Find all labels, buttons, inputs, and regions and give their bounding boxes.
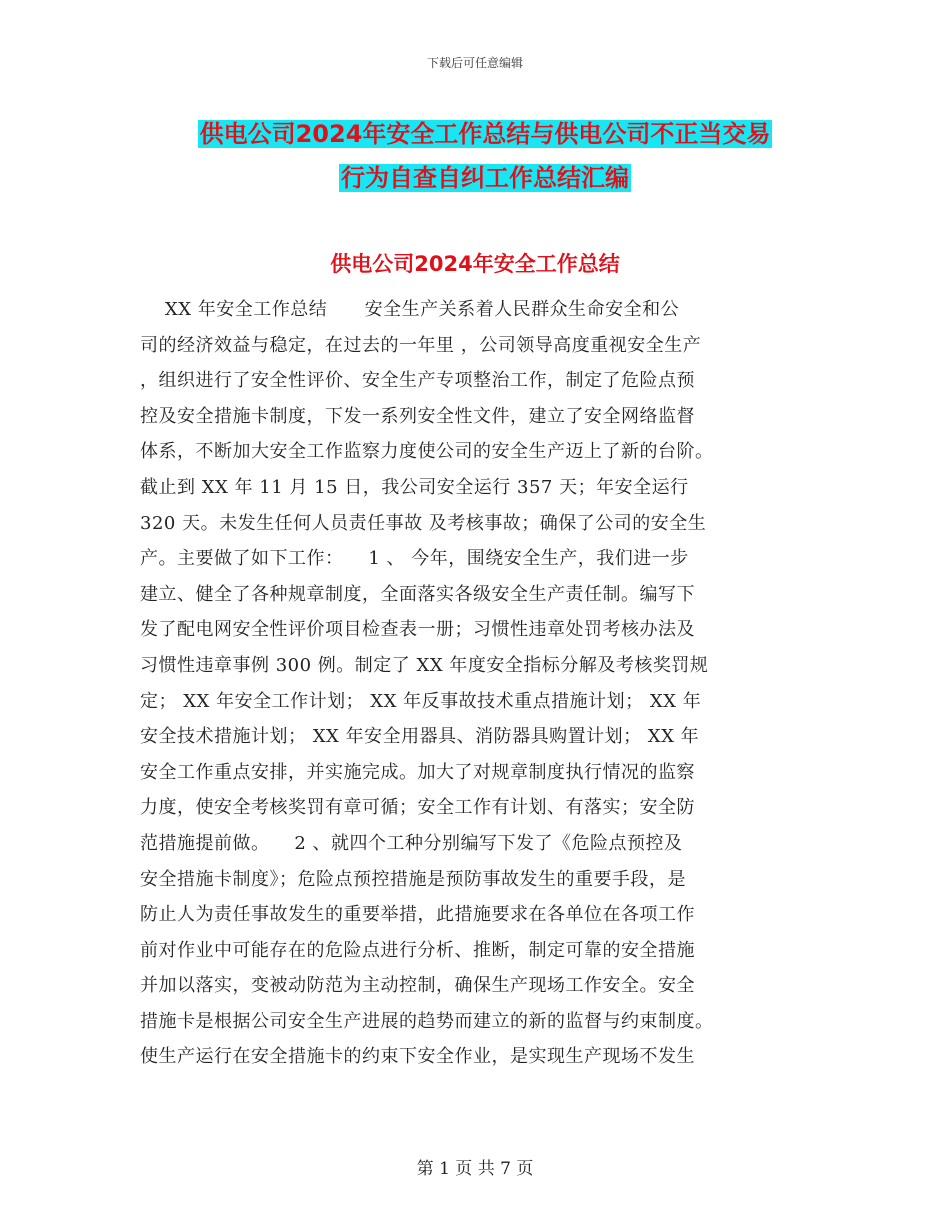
body-line: 使生产运行在安全措施卡的约束下安全作业，是实现生产现场不发生 (140, 1046, 695, 1068)
body-line: 320 天。未发生任何人员责任事故 及考核事故；确保了公司的安全生 (140, 512, 707, 534)
body-line: 截止到 XX 年 11 月 15 日，我公司安全运行 357 天；年安全运行 (140, 476, 689, 498)
body-line: 安全工作重点安排，并实施完成。加大了对规章制度执行情况的监察 (140, 761, 695, 783)
document-title (140, 112, 830, 200)
body-line: 范措施提前做。 2 、就四个工种分别编写下发了《危险点预控及 (140, 832, 683, 854)
body-text (140, 292, 800, 1075)
section-title: 供电公司2024年安全工作总结 (330, 252, 620, 276)
body-line: 控及安全措施卡制度，下发一系列安全性文件，建立了安全网络监督 (140, 405, 695, 427)
body-line: 体系，不断加大安全工作监察力度使公司的安全生产迈上了新的台阶。 (140, 441, 714, 463)
body-line: ，组织进行了安全性评价、安全生产专项整治工作，制定了危险点预 (140, 370, 695, 392)
body-line: 建立、健全了各种规章制度，全面落实各级安全生产责任制。编写下 (140, 583, 695, 605)
body-line: 安全措施卡制度》；危险点预控措施是预防事故发生的重要手段，是 (140, 868, 686, 890)
body-line: 前对作业中可能存在的危险点进行分析、推断，制定可靠的安全措施 (140, 939, 695, 961)
page-footer: 第 1 页 共 7 页 (416, 1159, 534, 1179)
body-line: 防止人为责任事故发生的重要举措，此措施要求在各单位在各项工作 (140, 904, 695, 926)
document-title-line-1: 供电公司2024年安全工作总结与供电公司不正当交易 (199, 120, 771, 148)
body-line: 产。主要做了如下工作： 1 、 今年，围绕安全生产，我们进一步 (140, 548, 689, 570)
header-note: 下载后可任意编辑 (426, 56, 523, 70)
body-line: 力度，使安全考核奖罚有章可循；安全工作有计划、有落实；安全防 (140, 797, 695, 819)
body-line: 司的经济效益与稳定，在过去的一年里 ，公司领导高度重视安全生产 (140, 334, 702, 356)
body-line: 定； XX 年安全工作计划； XX 年反事故技术重点措施计划； XX 年 (140, 690, 702, 712)
body-line: 安全技术措施计划； XX 年安全用器具、消防器具购置计划； XX 年 (140, 726, 700, 748)
document-title-line-2: 行为自查自纠工作总结汇编 (341, 164, 629, 192)
body-line: 习惯性违章事例 300 例。制定了 XX 年度安全指标分解及考核奖罚规 (140, 654, 709, 676)
body-line: 措施卡是根据公司安全生产进展的趋势而建立的新的监督与约束制度。 (140, 1010, 714, 1032)
body-line: XX 年安全工作总结 安全生产关系着人民群众生命安全和公 (140, 299, 680, 320)
body-line: 发了配电网安全性评价项目检查表一册；习惯性违章处罚考核办法及 (140, 619, 695, 641)
body-line: 并加以落实，变被动防范为主动控制，确保生产现场工作安全。安全 (140, 975, 695, 997)
